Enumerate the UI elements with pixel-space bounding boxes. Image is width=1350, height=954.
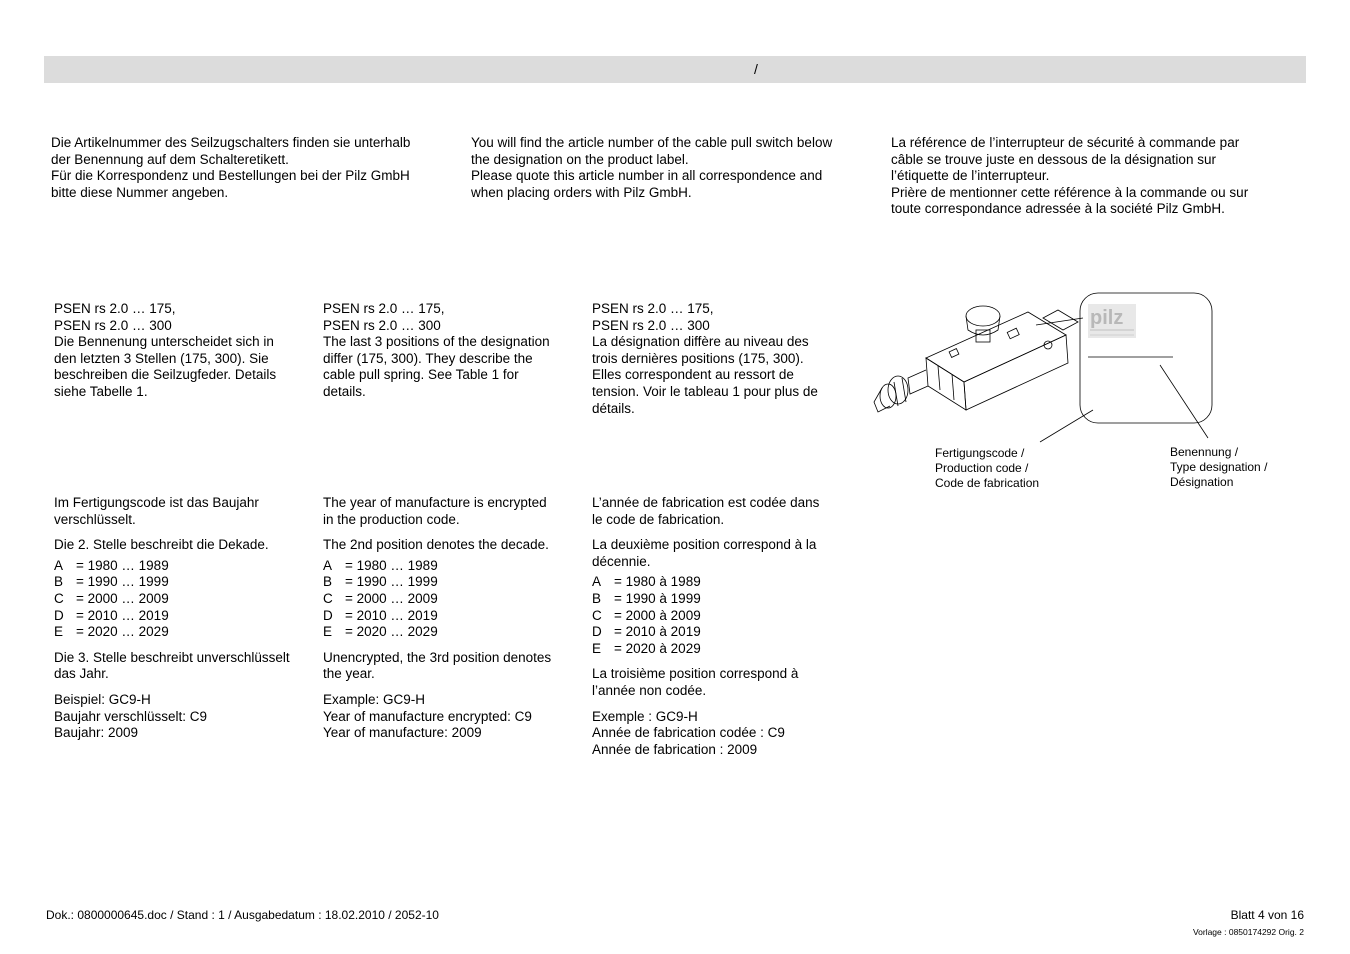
- text-line: beschreiben die Seilzugfeder. Details: [54, 367, 277, 383]
- code-row: A = 1980 … 1989: [54, 557, 169, 573]
- text-line: Beispiel: GC9-H: [54, 691, 151, 707]
- text-line: PSEN rs 2.0 … 300: [592, 317, 710, 333]
- text-line: when placing orders with Pilz GmbH.: [471, 184, 692, 200]
- production-code-leader: [1040, 410, 1093, 442]
- text-line: Type designation /: [1170, 460, 1268, 474]
- text-line: tension. Voir le tableau 1 pour plus de: [592, 383, 818, 399]
- text-line: câble se trouve juste en dessous de la désignation sur: [891, 151, 1216, 167]
- year-de: [54, 495, 290, 742]
- code-row: A = 1980 … 1989: [323, 557, 438, 573]
- pilz-logo: [1088, 304, 1136, 338]
- intro-de: [51, 135, 410, 201]
- text-line: toute correspondance adressée à la société Pilz GmbH.: [891, 201, 1225, 217]
- text-line: The 2nd position denotes the decade.: [323, 537, 549, 553]
- text-line: Exemple : GC9-H: [592, 708, 698, 724]
- text-line: Baujahr: 2009: [54, 725, 139, 741]
- code-row: B = 1990 … 1999: [54, 574, 169, 590]
- code-row: D = 2010 … 2019: [54, 607, 169, 623]
- text-line: PSEN rs 2.0 … 300: [323, 317, 441, 333]
- code-row: E = 2020 à 2029: [592, 640, 701, 656]
- text-line: cable pull spring. See Table 1 for: [323, 367, 519, 383]
- text-line: Year of manufacture encrypted: C9: [323, 708, 532, 724]
- text-line: Année de fabrication codée : C9: [592, 725, 785, 741]
- page-footer: [1193, 907, 1304, 938]
- year-en: [323, 495, 551, 742]
- page-number: Blatt 4 von 16: [1230, 908, 1304, 922]
- code-row: B = 1990 à 1999: [592, 590, 701, 606]
- text-line: trois dernières positions (175, 300).: [592, 350, 804, 366]
- text-line: L’année de fabrication est codée dans: [592, 495, 820, 510]
- text-line: Désignation: [1170, 475, 1234, 489]
- text-line: Die 2. Stelle beschreibt die Dekade.: [54, 537, 269, 553]
- code-row: E = 2020 … 2029: [323, 624, 438, 640]
- text-line: Please quote this article number in all correspondence and: [471, 168, 823, 184]
- text-line: l’étiquette de l’interrupteur.: [891, 168, 1050, 184]
- text-line: Im Fertigungscode ist das Baujahr: [54, 495, 259, 510]
- code-row: D = 2010 … 2019: [323, 607, 438, 623]
- text-line: Fertigungscode /: [935, 446, 1025, 460]
- text-line: details.: [323, 383, 366, 399]
- text-line: décennie.: [592, 553, 651, 569]
- text-line: bitte diese Nummer angeben.: [51, 184, 229, 200]
- text-line: the designation on the product label.: [471, 151, 689, 167]
- text-line: Year of manufacture: 2009: [323, 725, 482, 741]
- intro-fr: [891, 135, 1248, 218]
- text-line: Benennung /: [1170, 445, 1239, 459]
- text-line: PSEN rs 2.0 … 300: [54, 317, 172, 333]
- template-reference: Vorlage : 0850174292 Orig. 2: [1192, 926, 1304, 937]
- text-line: le code de fabrication.: [592, 511, 725, 527]
- header-bar: [44, 56, 1306, 83]
- code-row: D = 2010 à 2019: [592, 624, 701, 640]
- text-line: Unencrypted, the 3rd position denotes: [323, 649, 552, 665]
- text-line: The year of manufacture is encrypted: [323, 495, 547, 510]
- text-line: La désignation diffère au niveau des: [592, 334, 809, 350]
- type-designation-leader: [1160, 365, 1208, 438]
- text-line: Production code /: [935, 461, 1029, 475]
- text-line: siehe Tabelle 1.: [54, 383, 148, 399]
- code-row: C = 2000 … 2009: [54, 590, 169, 606]
- text-line: the year.: [323, 666, 375, 682]
- text-line: Die Artikelnummer des Seilzugschalters finden sie unterhalb: [51, 135, 411, 150]
- text-line: The last 3 positions of the designation: [323, 334, 550, 350]
- text-line: Die Bennenung unterscheidet sich in: [54, 334, 274, 350]
- header-text: /: [754, 61, 758, 77]
- text-line: Année de fabrication : 2009: [592, 741, 758, 757]
- text-line: Baujahr verschlüsselt: C9: [54, 708, 208, 724]
- text-line: in the production code.: [323, 511, 460, 527]
- document-footer-info: Dok.: 0800000645.doc / Stand : 1 / Ausgabedatum : 18.02.2010 / 2052-10: [46, 908, 439, 922]
- code-row: B = 1990 … 1999: [323, 574, 438, 590]
- text-line: PSEN rs 2.0 … 175,: [323, 301, 445, 316]
- text-line: verschlüsselt.: [54, 511, 136, 527]
- text-line: Prière de mentionner cette référence à la commande ou sur: [891, 184, 1249, 200]
- text-line: das Jahr.: [54, 666, 109, 682]
- text-line: Für die Korrespondenz und Bestellungen bei der Pilz GmbH: [51, 168, 410, 184]
- text-line: La référence de l’interrupteur de sécurité à commande par: [891, 135, 1240, 150]
- text-line: You will find the article number of the cable pull switch below: [471, 135, 833, 150]
- text-line: PSEN rs 2.0 … 175,: [592, 301, 714, 316]
- switch-label-figure: [868, 290, 1308, 500]
- year-fr: [592, 495, 819, 758]
- text-line: PSEN rs 2.0 … 175,: [54, 301, 176, 316]
- code-row: C = 2000 à 2009: [592, 607, 701, 623]
- text-line: Die 3. Stelle beschreibt unverschlüsselt: [54, 649, 290, 665]
- text-line: den letzten 3 Stellen (175, 300). Sie: [54, 350, 269, 366]
- code-row: A = 1980 à 1989: [592, 574, 701, 590]
- intro-en: [471, 135, 832, 201]
- text-line: Example: GC9-H: [323, 691, 426, 707]
- text-line: Code de fabrication: [935, 476, 1040, 490]
- text-line: der Benennung auf dem Schalteretikett.: [51, 151, 289, 167]
- code-row: E = 2020 … 2029: [54, 624, 169, 640]
- designation-fr: [592, 301, 818, 417]
- production-code-label: [935, 446, 1039, 491]
- text-line: differ (175, 300). They describe the: [323, 350, 533, 366]
- text-line: l’année non codée.: [592, 682, 707, 698]
- text-line: détails.: [592, 400, 635, 416]
- code-row: C = 2000 … 2009: [323, 590, 438, 606]
- designation-en: [323, 301, 550, 401]
- text-line: La deuxième position correspond à la: [592, 537, 817, 553]
- svg-text:pilz: pilz: [1090, 307, 1124, 329]
- text-line: Elles correspondent au ressort de: [592, 367, 794, 383]
- type-designation-label: [1170, 445, 1267, 490]
- designation-de: [54, 301, 276, 401]
- text-line: La troisième position correspond à: [592, 666, 799, 682]
